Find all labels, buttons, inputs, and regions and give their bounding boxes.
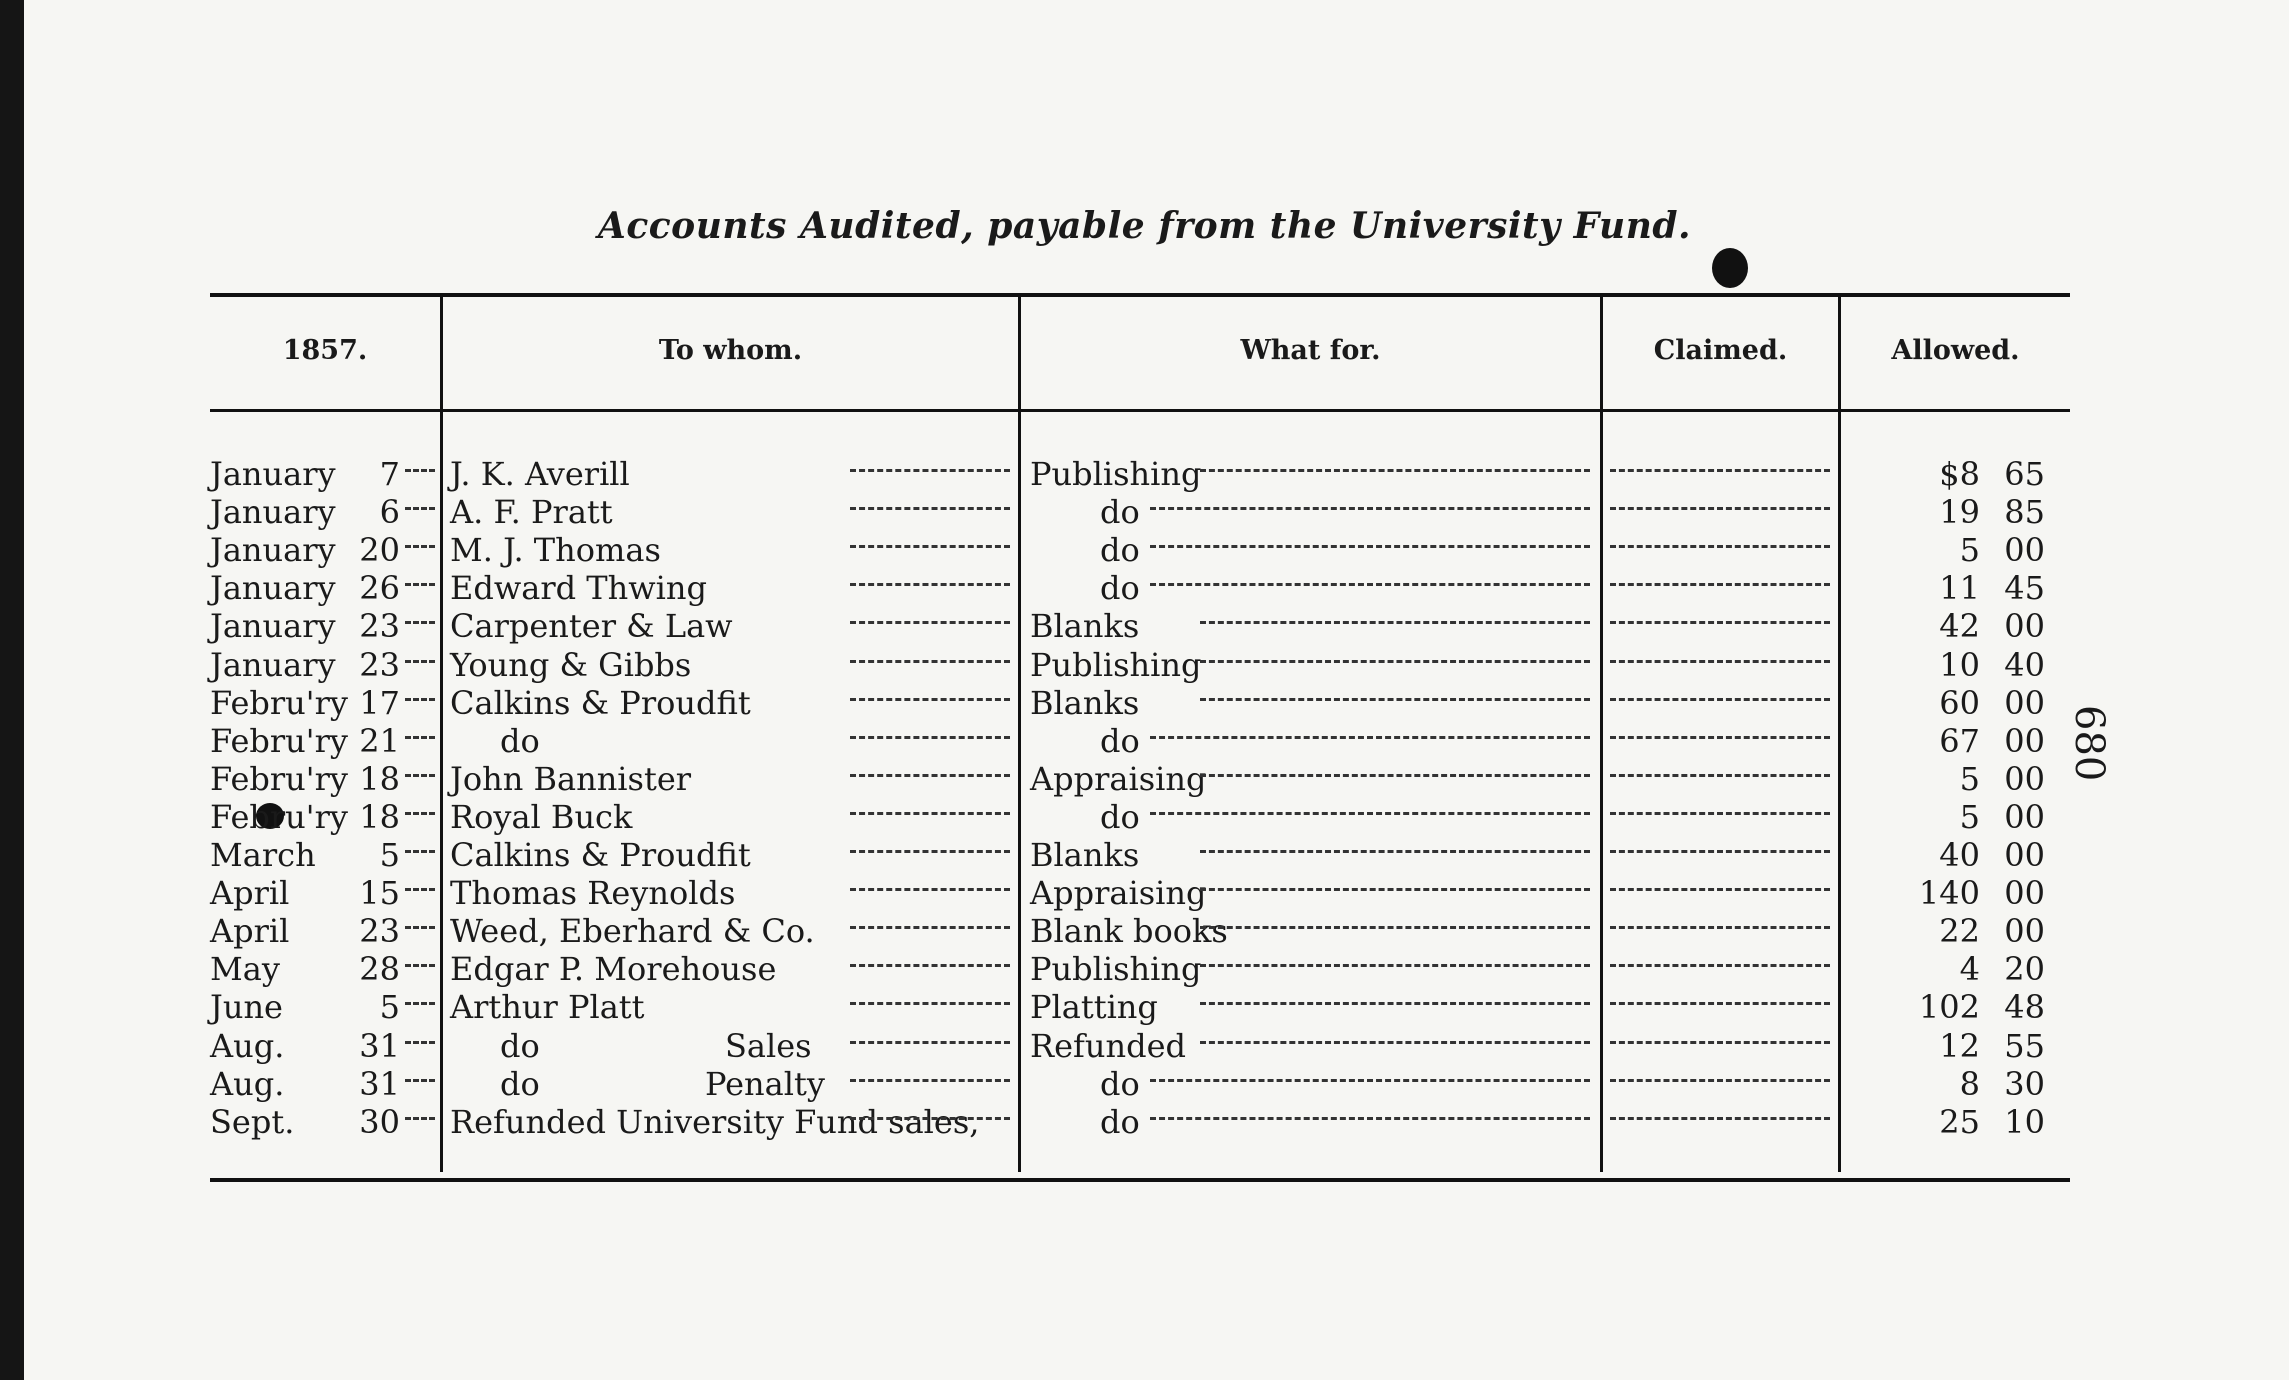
leader-dots (405, 846, 435, 853)
row-allowed-dollars: 8 (1959, 1064, 1980, 1103)
row-month: Aug. (210, 1026, 285, 1065)
leader-dots (405, 656, 435, 663)
row-to-whom: Calkins & Proudfit (450, 683, 751, 722)
row-month: May (210, 950, 280, 989)
row-allowed-dollars: 140 (1918, 874, 1980, 913)
row-what-for: Publishing (1030, 645, 1202, 684)
row-day: 23 (359, 607, 400, 646)
row-to-whom: Weed, Eberhard & Co. (450, 912, 815, 951)
leader-dots (850, 922, 1010, 929)
row-to-whom: Thomas Reynolds (450, 874, 736, 913)
row-allowed-cents: 10 (2004, 1102, 2045, 1141)
row-allowed-cents: 30 (2004, 1064, 2045, 1103)
table-bottom-rule (210, 1178, 2070, 1182)
header-allowed: Allowed. (1891, 335, 2020, 366)
row-month: Sept. (210, 1102, 295, 1141)
leader-dots (1610, 808, 1830, 815)
row-to-whom: Royal Buck (450, 797, 633, 836)
leader-dots (405, 808, 435, 815)
row-to-whom-note: Sales (725, 1026, 812, 1065)
row-what-for: Publishing (1030, 950, 1202, 989)
row-to-whom: do (500, 1026, 540, 1065)
row-to-whom: A. F. Pratt (450, 493, 613, 532)
leader-dots (850, 1037, 1010, 1044)
leader-dots (850, 1113, 1010, 1120)
row-day: 28 (359, 950, 400, 989)
leader-dots (850, 846, 1010, 853)
leader-dots (1610, 617, 1830, 624)
row-what-for: do (1100, 1064, 1140, 1103)
row-month: June (210, 988, 283, 1027)
leader-dots (405, 579, 435, 586)
row-allowed-dollars: 19 (1939, 493, 1980, 532)
row-allowed-dollars: 60 (1939, 683, 1980, 722)
row-what-for: do (1100, 1102, 1140, 1141)
row-to-whom: Edgar P. Morehouse (450, 950, 777, 989)
row-what-for: Blanks (1030, 836, 1140, 874)
leader-dots (1610, 960, 1830, 967)
table-row (0, 836, 2289, 874)
row-allowed-cents: 48 (2004, 988, 2045, 1027)
row-to-whom: J. K. Averill (450, 455, 630, 493)
row-allowed-cents: 00 (2004, 759, 2045, 798)
row-what-for: do (1100, 797, 1140, 836)
row-to-whom: M. J. Thomas (450, 531, 661, 570)
table-row (0, 1103, 2289, 1141)
row-to-whom: do (500, 721, 540, 760)
leader-dots (405, 617, 435, 624)
leader-dots (405, 1075, 435, 1082)
table-row (0, 722, 2289, 760)
ink-blot (1712, 248, 1748, 288)
row-allowed-cents: 45 (2004, 569, 2045, 608)
leader-dots (1200, 884, 1590, 891)
row-allowed-dollars: 42 (1939, 607, 1980, 646)
row-month: January (210, 455, 336, 493)
row-day: 30 (359, 1102, 400, 1141)
leader-dots (1610, 656, 1830, 663)
row-to-whom: John Bannister (450, 759, 692, 798)
leader-dots (1150, 808, 1590, 815)
row-day: 23 (359, 912, 400, 951)
row-allowed-dollars: 11 (1939, 569, 1980, 608)
row-allowed-dollars: 10 (1939, 645, 1980, 684)
row-what-for: Appraising (1030, 759, 1207, 798)
row-what-for: Refunded (1030, 1026, 1186, 1065)
row-allowed-dollars: 4 (1959, 950, 1980, 989)
leader-dots (405, 922, 435, 929)
row-what-for: Blank books (1030, 912, 1228, 951)
leader-dots (1610, 846, 1830, 853)
row-day: 18 (359, 759, 400, 798)
table-row (0, 569, 2289, 607)
row-to-whom: Refunded University Fund sales, (450, 1102, 980, 1141)
row-allowed-cents: 00 (2004, 912, 2045, 951)
table-row (0, 646, 2289, 684)
leader-dots (1610, 1037, 1830, 1044)
table-row (0, 493, 2289, 531)
leader-dots (1200, 1037, 1590, 1044)
leader-dots (1610, 922, 1830, 929)
leader-dots (1610, 998, 1830, 1005)
row-allowed-dollars: 5 (1959, 759, 1980, 798)
leader-dots (850, 694, 1010, 701)
leader-dots (405, 503, 435, 510)
leader-dots (405, 541, 435, 548)
row-to-whom: Calkins & Proudfit (450, 836, 751, 874)
leader-dots (850, 503, 1010, 510)
row-day: 31 (359, 1064, 400, 1103)
leader-dots (1610, 732, 1830, 739)
row-month: Febru'ry (210, 797, 348, 836)
row-allowed-dollars: 12 (1939, 1026, 1980, 1065)
leader-dots (850, 808, 1010, 815)
leader-dots (405, 732, 435, 739)
row-month: Aug. (210, 1064, 285, 1103)
table-row (0, 950, 2289, 988)
row-what-for: Blanks (1030, 607, 1140, 646)
row-what-for: Platting (1030, 988, 1158, 1027)
leader-dots (850, 770, 1010, 777)
leader-dots (1200, 694, 1590, 701)
row-allowed-cents: 85 (2004, 493, 2045, 532)
row-day: 31 (359, 1026, 400, 1065)
leader-dots (850, 579, 1010, 586)
row-allowed-dollars: 67 (1939, 721, 1980, 760)
leader-dots (1150, 1113, 1590, 1120)
table-row (0, 684, 2289, 722)
row-allowed-dollars: 102 (1918, 988, 1980, 1027)
row-to-whom: Carpenter & Law (450, 607, 733, 646)
leader-dots (1610, 770, 1830, 777)
leader-dots (1150, 732, 1590, 739)
table-row (0, 798, 2289, 836)
row-allowed-dollars: 22 (1939, 912, 1980, 951)
row-allowed-dollars: 5 (1959, 797, 1980, 836)
table-row (0, 1065, 2289, 1103)
leader-dots (1150, 541, 1590, 548)
leader-dots (405, 465, 435, 472)
row-what-for: do (1100, 721, 1140, 760)
leader-dots (850, 960, 1010, 967)
row-to-whom: Young & Gibbs (450, 645, 692, 684)
row-what-for: Appraising (1030, 874, 1207, 913)
table-row (0, 531, 2289, 569)
header-bottom-rule (210, 409, 2070, 412)
leader-dots (1610, 884, 1830, 891)
leader-dots (405, 998, 435, 1005)
row-allowed-cents: 00 (2004, 721, 2045, 760)
row-month: Febru'ry (210, 759, 348, 798)
row-allowed-cents: 00 (2004, 836, 2045, 874)
header-what-for: What for. (1240, 335, 1381, 366)
leader-dots (1610, 579, 1830, 586)
leader-dots (1610, 465, 1830, 472)
leader-dots (1150, 1075, 1590, 1082)
leader-dots (1610, 1075, 1830, 1082)
table-row (0, 607, 2289, 645)
row-day: 23 (359, 645, 400, 684)
page-number: 680 (2066, 705, 2112, 782)
leader-dots (405, 1037, 435, 1044)
leader-dots (1200, 617, 1590, 624)
row-day: 20 (359, 531, 400, 570)
table-row (0, 874, 2289, 912)
leader-dots (405, 1113, 435, 1120)
row-month: January (210, 645, 336, 684)
row-day: 17 (359, 683, 400, 722)
row-day: 21 (359, 721, 400, 760)
row-month: April (210, 912, 290, 951)
row-day: 5 (379, 988, 400, 1027)
row-to-whom-note: Penalty (705, 1064, 825, 1103)
leader-dots (405, 960, 435, 967)
row-what-for: do (1100, 569, 1140, 608)
leader-dots (1610, 503, 1830, 510)
row-day: 26 (359, 569, 400, 608)
row-allowed-cents: 00 (2004, 531, 2045, 570)
row-allowed-cents: 55 (2004, 1026, 2045, 1065)
row-day: 15 (359, 874, 400, 913)
leader-dots (1610, 694, 1830, 701)
header-year: 1857. (282, 335, 368, 366)
row-what-for: do (1100, 531, 1140, 570)
row-allowed-cents: 00 (2004, 874, 2045, 913)
row-month: January (210, 569, 336, 608)
row-allowed-dollars: $8 (1939, 455, 1980, 493)
row-what-for: do (1100, 493, 1140, 532)
row-allowed-dollars: 40 (1939, 836, 1980, 874)
row-allowed-dollars: 25 (1939, 1102, 1980, 1141)
row-month: January (210, 607, 336, 646)
leader-dots (1610, 1113, 1830, 1120)
row-day: 6 (379, 493, 400, 532)
table-row (0, 988, 2289, 1026)
row-day: 7 (379, 455, 400, 493)
row-to-whom: do (500, 1064, 540, 1103)
leader-dots (850, 732, 1010, 739)
leader-dots (850, 656, 1010, 663)
leader-dots (1610, 541, 1830, 548)
leader-dots (850, 884, 1010, 891)
leader-dots (405, 884, 435, 891)
row-month: March (210, 836, 316, 874)
leader-dots (1200, 656, 1590, 663)
leader-dots (405, 694, 435, 701)
row-month: Febru'ry (210, 721, 348, 760)
table-row (0, 455, 2289, 493)
row-allowed-cents: 65 (2004, 455, 2045, 493)
row-month: January (210, 531, 336, 570)
row-allowed-dollars: 5 (1959, 531, 1980, 570)
leader-dots (1200, 465, 1590, 472)
header-claimed: Claimed. (1653, 335, 1788, 366)
row-what-for: Publishing (1030, 455, 1202, 493)
leader-dots (850, 465, 1010, 472)
leader-dots (850, 541, 1010, 548)
leader-dots (850, 617, 1010, 624)
row-to-whom: Arthur Platt (450, 988, 645, 1027)
leader-dots (1200, 770, 1590, 777)
row-month: April (210, 874, 290, 913)
row-allowed-cents: 00 (2004, 683, 2045, 722)
row-day: 5 (379, 836, 400, 874)
header-to-whom: To whom. (658, 335, 803, 366)
table-row (0, 1027, 2289, 1065)
table-top-rule (210, 293, 2070, 297)
row-allowed-cents: 00 (2004, 797, 2045, 836)
row-allowed-cents: 20 (2004, 950, 2045, 989)
row-allowed-cents: 00 (2004, 607, 2045, 646)
leader-dots (850, 998, 1010, 1005)
row-what-for: Blanks (1030, 683, 1140, 722)
page-title: Accounts Audited, payable from the University Fund. (597, 205, 1692, 247)
leader-dots (1150, 503, 1590, 510)
leader-dots (850, 1075, 1010, 1082)
row-month: Febru'ry (210, 683, 348, 722)
table-row (0, 760, 2289, 798)
leader-dots (1200, 998, 1590, 1005)
row-allowed-cents: 40 (2004, 645, 2045, 684)
leader-dots (1150, 579, 1590, 586)
leader-dots (405, 770, 435, 777)
leader-dots (1200, 922, 1590, 929)
leader-dots (1200, 960, 1590, 967)
row-month: January (210, 493, 336, 532)
table-row (0, 912, 2289, 950)
row-to-whom: Edward Thwing (450, 569, 707, 608)
leader-dots (1200, 846, 1590, 853)
row-day: 18 (359, 797, 400, 836)
